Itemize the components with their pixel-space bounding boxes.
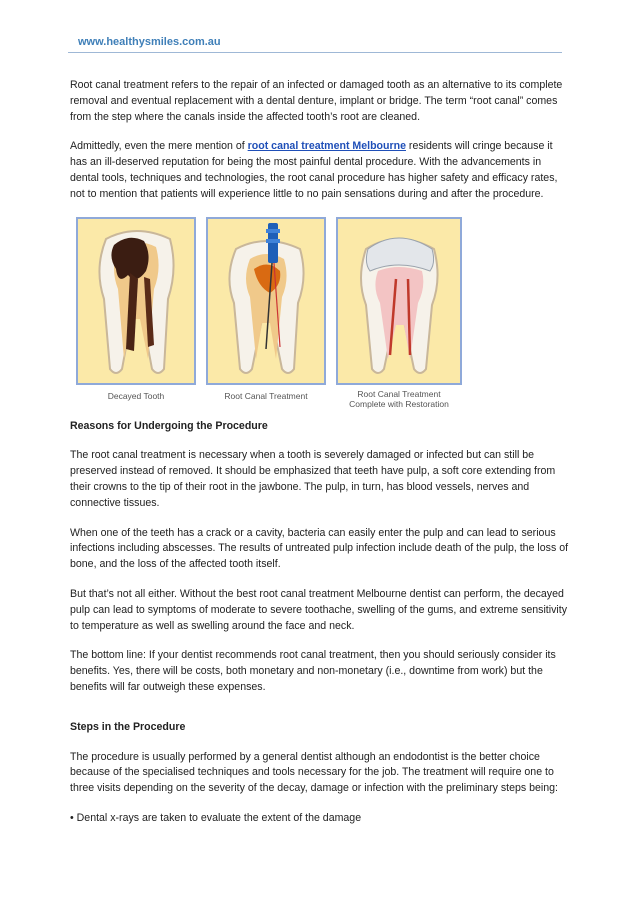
intro-paragraph-1: Root canal treatment refers to the repair of an infected or damaged tooth as an alternative to its complete removal and eventual replacement with a dental denture, implant or bridge. The term “root canal” comes from the step where the canals inside the affected tooth’s root are cleaned. — [70, 79, 563, 123]
caption-restoration-line-1: Root Canal Treatment — [357, 388, 441, 399]
reasons-paragraph-4: The bottom line: If your dentist recommends root canal treatment, then you should seriously consider its benefits. Yes, there will be costs, both monetary and non-monetary (i.e., downtime from work) but the benefits will far outweigh these expenses. — [70, 649, 556, 693]
root-canal-link[interactable]: root canal treatment Melbourne — [247, 140, 406, 153]
caption-decayed-tooth: Decayed Tooth — [107, 390, 165, 401]
reasons-paragraph-1: The root canal treatment is necessary when a tooth is severely damaged or infected but can still be preserved instead of removed. It should be emphasized that teeth have pulp, a soft core extending from their crowns to the tip of their root in the jawbone. The pulp, in turn, has blood vessels, nerves and connective tissues. — [70, 449, 556, 509]
intro-p2-before: Admittedly, even the mere mention of — [70, 140, 248, 153]
header-divider — [68, 52, 562, 53]
decayed-tooth-image — [76, 217, 196, 385]
intro-p2-after: residents will cringe because it has an ill-deserved reputation for being the most painful dental procedure. With the advancements in dental tools, techniques and technologies, the root canal procedure has higher safety and efficacy rates, not to mention that patients will experience little to no pain sensations during and after the procedure. — [70, 140, 558, 200]
caption-restoration-line-2: Complete with Restoration — [349, 398, 449, 409]
root-canal-treatment-image — [206, 217, 326, 385]
steps-paragraph-1: The procedure is usually performed by a general dentist although an endodontist is the better choice because of the specialised techniques and tools necessary for the job. The treatment will require one to three visits depending on the severity of the decay, damage or infection with the preliminary steps being: — [70, 750, 558, 795]
tooth-illustration — [76, 217, 486, 407]
reasons-paragraph-2: When one of the teeth has a crack or a cavity, bacteria can easily enter the pulp and can lead to serious infections including abscesses. The results of untreated pulp infection include death of the pulp, the loss of bone, and the loss of the affected tooth itself. — [70, 526, 569, 571]
restored-tooth-image — [336, 217, 462, 385]
steps-heading: Steps in the Procedure — [70, 720, 186, 733]
reasons-heading: Reasons for Undergoing the Procedure — [70, 419, 268, 432]
steps-bullet-1: • Dental x-rays are taken to evaluate the extent of the damage — [70, 811, 362, 824]
caption-root-canal-restoration — [336, 389, 462, 409]
header-url: www.healthysmiles.com.au — [78, 36, 221, 48]
document-body — [70, 78, 570, 841]
intro-paragraph-2 — [70, 139, 570, 202]
caption-root-canal-treatment: Root Canal Treatment — [224, 390, 308, 401]
reasons-paragraph-3: But that’s not all either. Without the best root canal treatment Melbourne dentist can perform, the decayed pulp can lead to symptoms of moderate to severe toothache, swelling of the gums, and extreme sensitivity to temperature as well as swelling around the face and neck. — [70, 587, 567, 632]
